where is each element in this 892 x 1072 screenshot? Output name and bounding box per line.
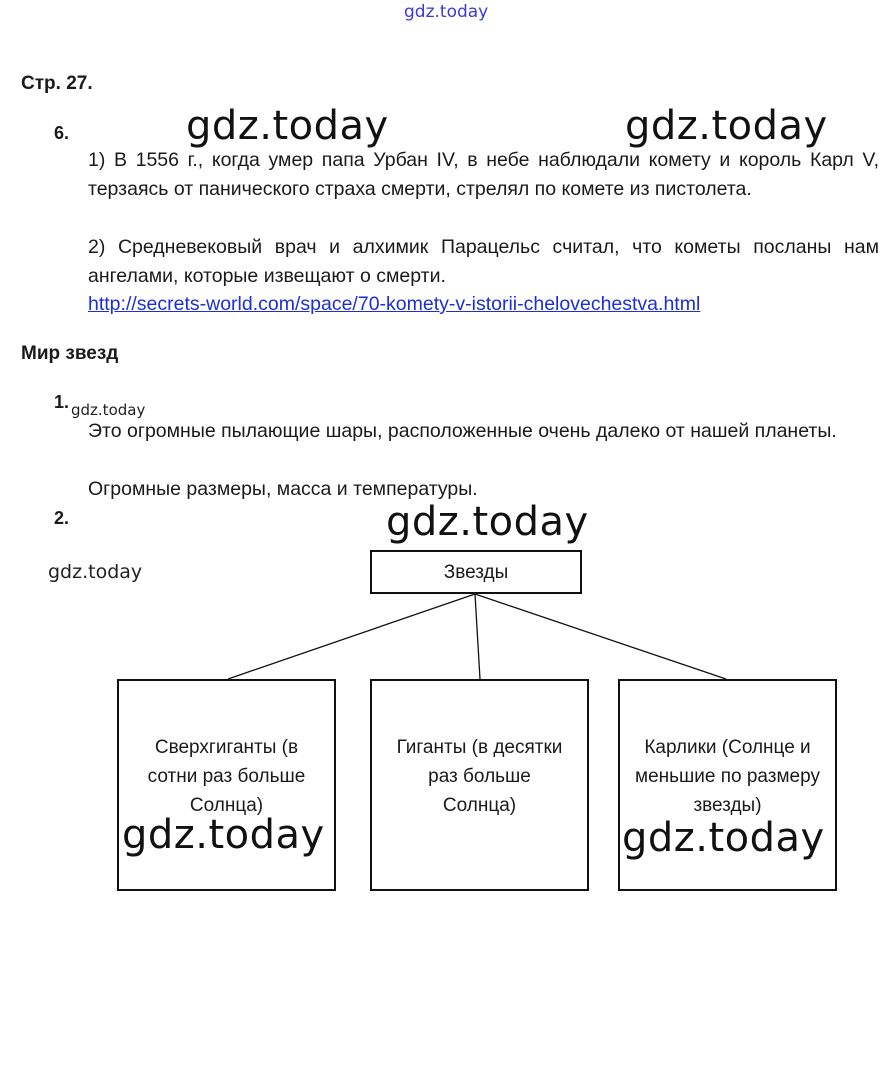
page-label: Стр. 27. xyxy=(21,73,93,94)
diagram-root xyxy=(370,550,582,594)
section-title: Мир звезд xyxy=(21,343,119,364)
source-link[interactable]: http://secrets-world.com/space/70-komety-v-istorii-chelovechestva.html xyxy=(88,293,701,315)
task2-number: 2. xyxy=(54,508,70,528)
watermark-1: gdz.today xyxy=(186,103,389,149)
diagram-child-label: Сверхгиганты (в сотни раз больше Солнца) xyxy=(147,737,306,816)
watermark-3: gdz.today xyxy=(71,401,146,419)
task6-item1: 1) В 1556 г., когда умер папа Урбан IV, в небе наблюдали комету и король Карл V, терзаясь от панического страха смерти, стрелял по комете из пистолета. xyxy=(88,149,879,200)
connector-right xyxy=(475,594,726,679)
watermark-top: gdz.today xyxy=(404,2,489,22)
watermark-6: gdz.today xyxy=(122,812,325,858)
diagram-child-giants xyxy=(370,679,589,891)
task1-text2: Огромные размеры, масса и температуры. xyxy=(88,478,478,500)
watermark-5: gdz.today xyxy=(48,561,143,583)
connector-left xyxy=(228,594,475,679)
watermark-7: gdz.today xyxy=(622,815,825,861)
diagram-child-label: Гиганты (в десятки раз больше Солнца) xyxy=(396,737,563,816)
watermark-2: gdz.today xyxy=(625,103,828,149)
task1-number: 1. xyxy=(54,392,70,412)
task1-text: Это огромные пылающие шары, расположенные очень далеко от нашей планеты. xyxy=(88,420,837,442)
diagram-root-label: Звезды xyxy=(443,561,509,583)
task6-number: 6. xyxy=(54,123,70,143)
diagram-child-supergiants xyxy=(117,679,336,891)
diagram-child-label: Карлики (Солнце и меньшие по размеру звезды) xyxy=(635,737,820,816)
watermark-4: gdz.today xyxy=(386,499,589,545)
task6-item2: 2) Средневековый врач и алхимик Парацельс считал, что кометы посланы нам ангелами, которые извещают о смерти. xyxy=(88,236,879,287)
connector-middle xyxy=(475,594,480,679)
